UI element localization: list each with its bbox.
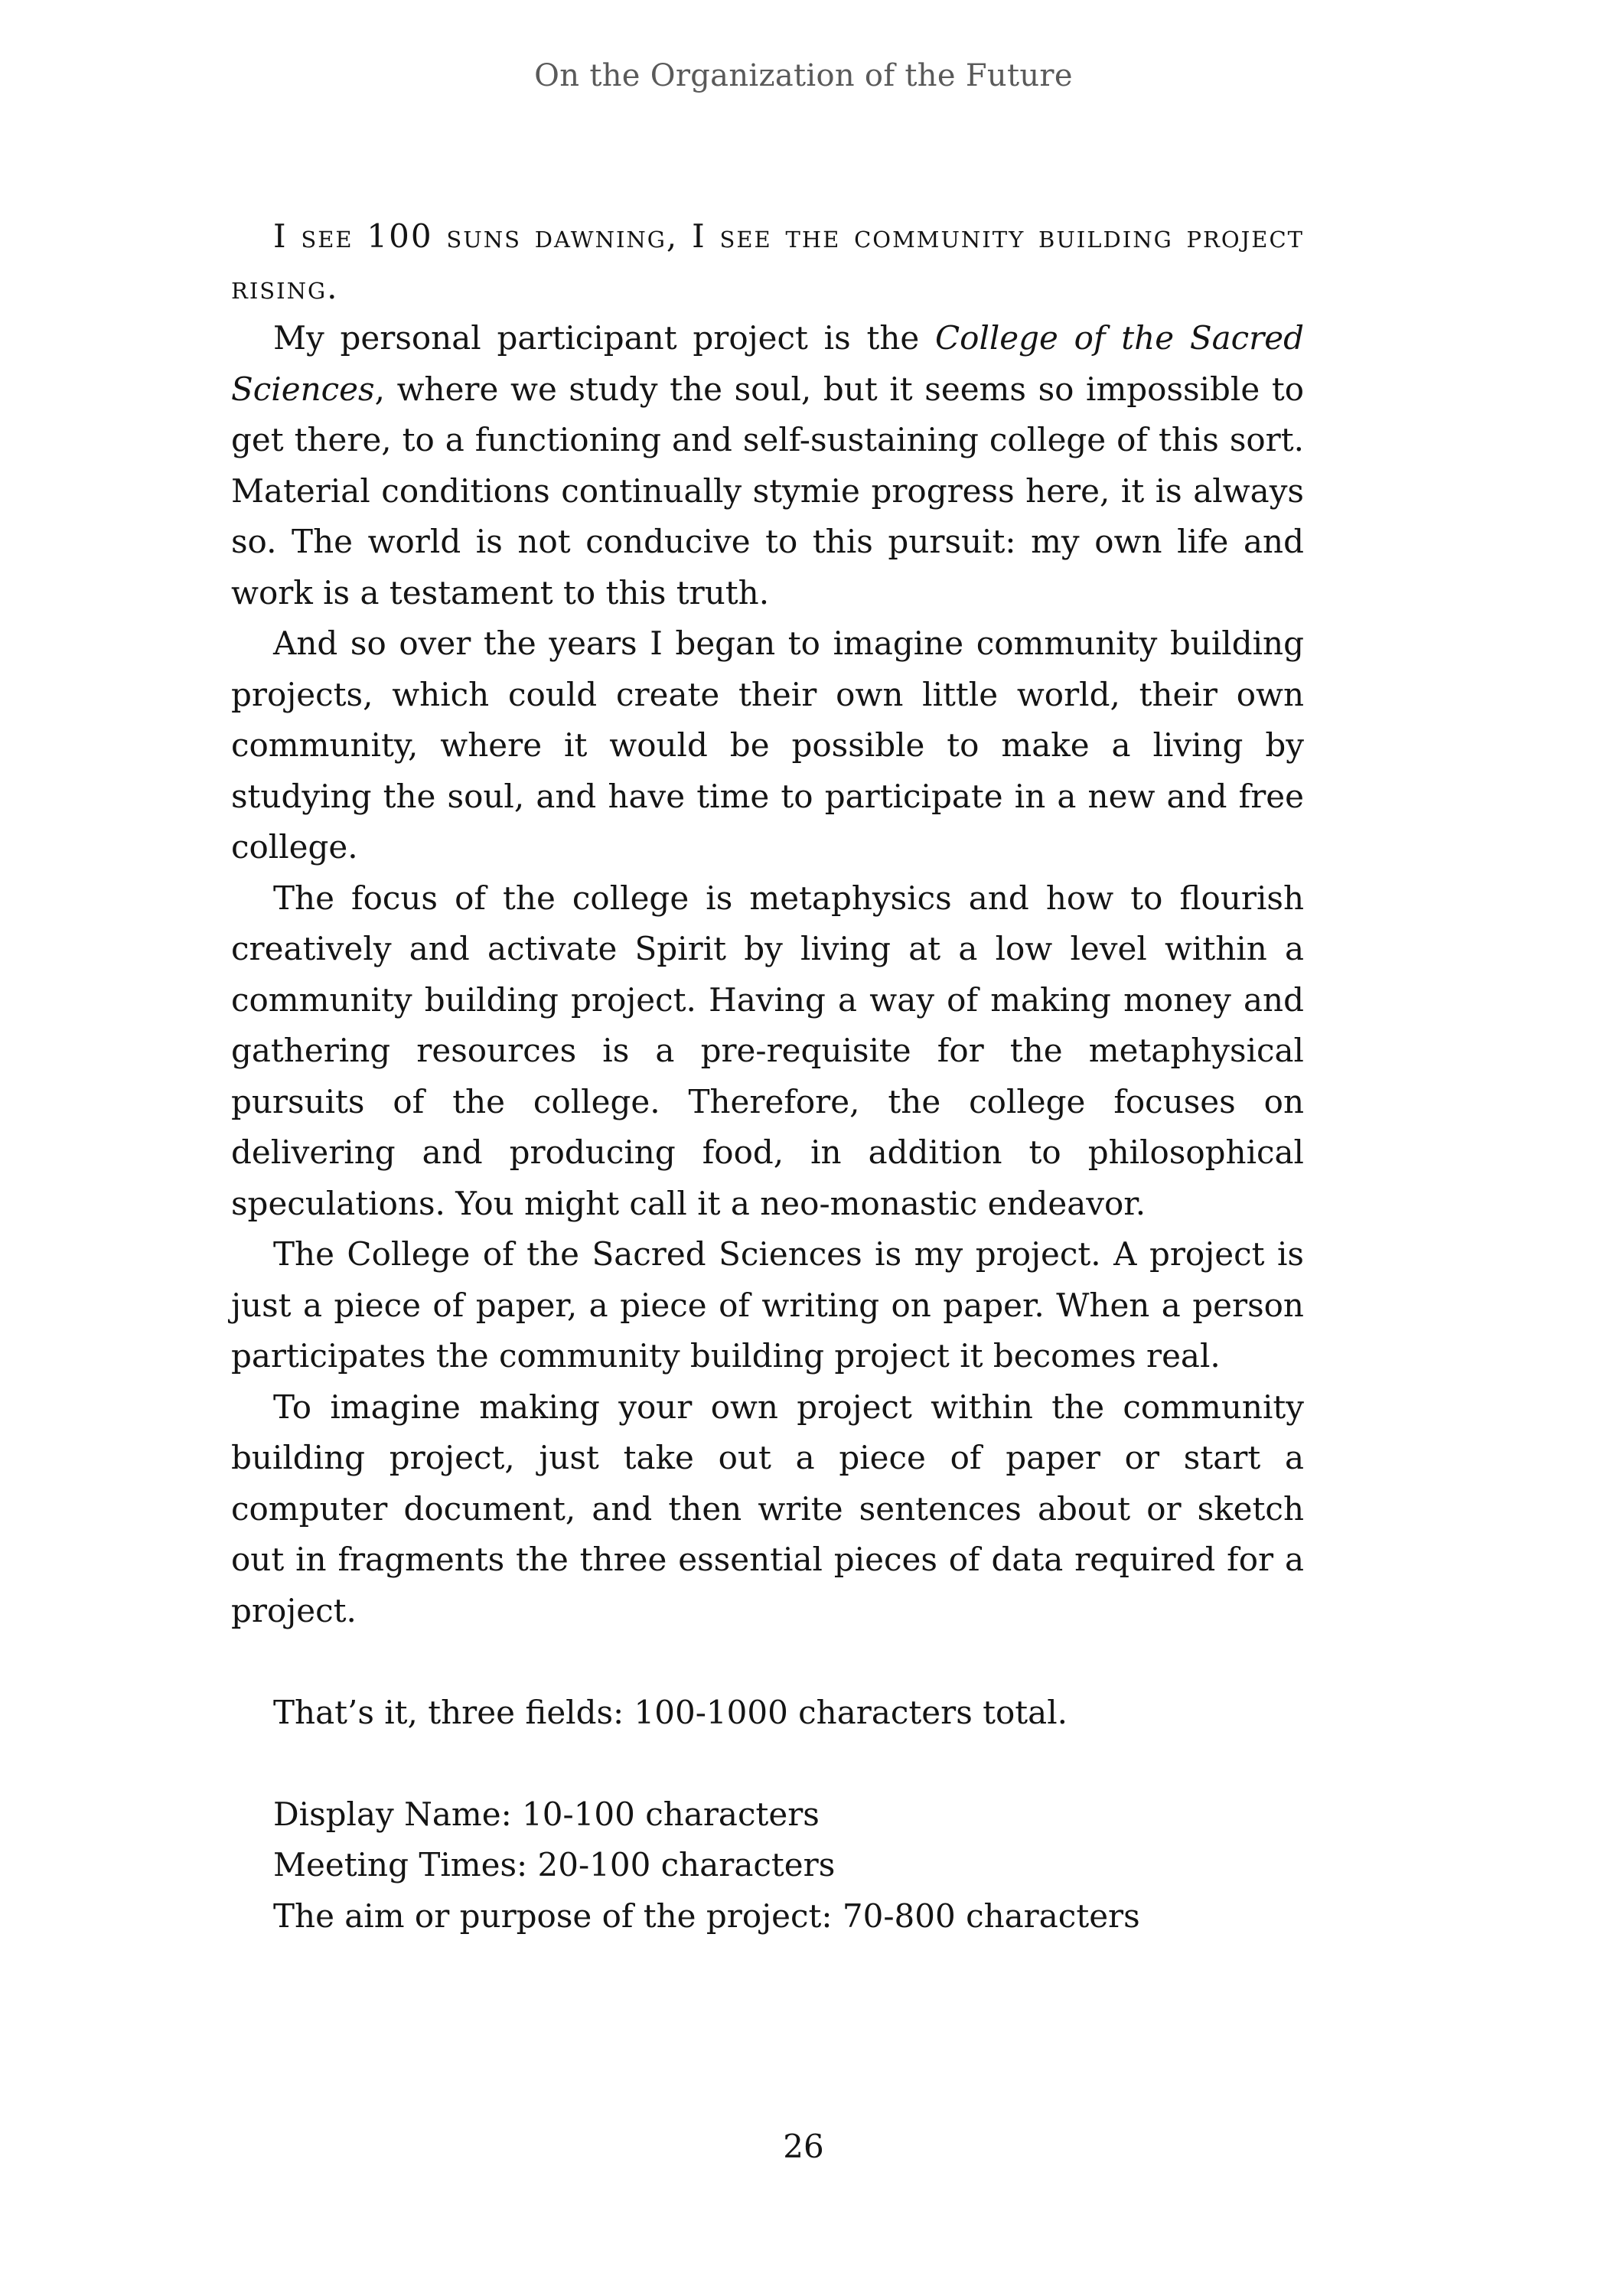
field-item: Meeting Times: 20-100 characters xyxy=(273,1846,836,1883)
paragraph-2-before: My personal participant project is the xyxy=(273,319,936,357)
spacer xyxy=(231,1738,1304,1789)
running-head: On the Organization of the Future xyxy=(534,58,1073,93)
opening-line: I see 100 suns dawning, I see the community building project rising. xyxy=(231,217,1304,306)
body-text xyxy=(231,211,1304,1942)
page-number: 26 xyxy=(783,2128,824,2165)
field-list xyxy=(231,1789,1304,1942)
field-item: The aim or purpose of the project: 70-800 characters xyxy=(273,1896,1140,1935)
spacer xyxy=(231,1636,1304,1688)
paragraph-4: The focus of the college is metaphysics and how to flourish creatively and activate Spirit by living at a low level within a community building project. Having a way of making money and gathering resources is a pre-requisite for the metaphysical pursuits of the college. Therefore, the college focuses on delivering and producing food, in addition to philosophical speculations. You might call it a neo-monastic endeavor. xyxy=(231,879,1304,1222)
paragraph-2-after: , where we study the soul, but it seems so impossible to get there, to a functioning and self-sustaining college of this sort. Material conditions continually stymie progress here, it is always so. The world is not conducive to this pursuit: my own life and work is a testament to this truth. xyxy=(231,370,1304,612)
paragraph-5: The College of the Sacred Sciences is my project. A project is just a piece of paper, a piece of writing on paper. When a person participates the community building project it becomes real. xyxy=(231,1235,1304,1375)
field-item: Display Name: 10-100 characters xyxy=(273,1795,820,1833)
paragraph-6: To imagine making your own project within the community building project, just take out a piece of paper or start a computer document, and then write sentences about or sketch out in fragments the three essential pieces of data required for a project. xyxy=(231,1388,1304,1629)
paragraph-2 xyxy=(231,313,1304,618)
college-title: College of the Sacred Sciences xyxy=(231,319,1305,408)
summary-line: That’s it, three fields: 100-1000 characters total. xyxy=(273,1693,1068,1731)
paragraph-3: And so over the years I began to imagine community building projects, which could create their own little world, their own community, where it would be possible to make a living by studying the soul, and have time to participate in a new and free college. xyxy=(231,625,1304,866)
